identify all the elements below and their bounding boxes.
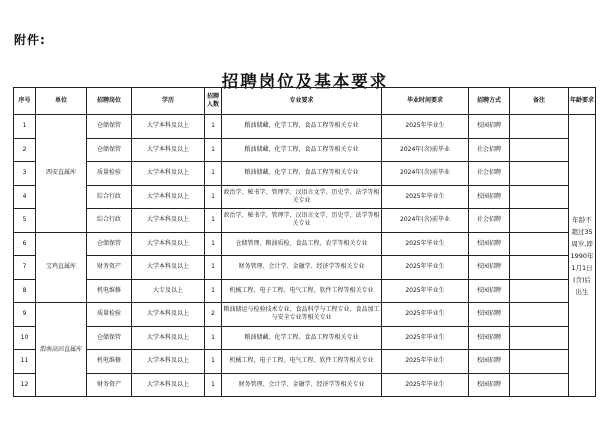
table-row (14, 373, 596, 397)
cell-no: 4 (14, 185, 36, 209)
table-row (14, 138, 596, 162)
cell-major: 财务管理、会计学、金融学、经济学等相关专业 (222, 256, 382, 280)
table-row (14, 162, 596, 186)
cell-method: 校园招聘 (469, 185, 510, 209)
cell-count: 1 (205, 138, 222, 162)
cell-education: 大学本科及以上 (132, 373, 205, 397)
cell-major: 机械工程、电子工程、电气工程、软件工程等相关专业 (222, 350, 382, 374)
cell-note (510, 232, 569, 256)
table-row (14, 115, 596, 139)
cell-position: 机电维修 (87, 279, 132, 303)
cell-count: 1 (205, 185, 222, 209)
header-major: 专业要求 (222, 88, 382, 115)
cell-position: 财务资产 (87, 256, 132, 280)
cell-major: 粮油储藏、化学工程、食品工程等相关专业 (222, 326, 382, 350)
cell-education: 大专及以上 (132, 279, 205, 303)
table-row (14, 209, 596, 233)
cell-method: 校园招聘 (469, 115, 510, 139)
table-row (14, 303, 596, 327)
cell-method: 校园招聘 (469, 373, 510, 397)
cell-note (510, 256, 569, 280)
cell-no: 5 (14, 209, 36, 233)
cell-count: 1 (205, 279, 222, 303)
cell-note (510, 115, 569, 139)
attachment-label: 附件: (14, 33, 46, 47)
cell-method: 社会招聘 (469, 162, 510, 186)
cell-education: 大学本科及以上 (132, 303, 205, 327)
cell-education: 大学本科及以上 (132, 350, 205, 374)
cell-major: 政治学、秘书学、管理学、汉语言文学、历史学、法学等相关专业 (222, 185, 382, 209)
document-title: 招聘岗位及基本要求 (221, 72, 389, 91)
cell-count: 1 (205, 115, 222, 139)
cell-method: 校园招聘 (469, 232, 510, 256)
header-position: 招聘岗位 (87, 88, 132, 115)
cell-graduation: 2025年毕业生 (382, 279, 469, 303)
table-row (14, 350, 596, 374)
header-method: 招聘方式 (469, 88, 510, 115)
cell-note (510, 279, 569, 303)
table-row (14, 279, 596, 303)
cell-count: 1 (205, 326, 222, 350)
cell-education: 大学本科及以上 (132, 209, 205, 233)
cell-graduation: 2025年毕业生 (382, 232, 469, 256)
cell-graduation: 2025年毕业生 (382, 115, 469, 139)
cell-education: 大学本科及以上 (132, 138, 205, 162)
cell-graduation: 2025年毕业生 (382, 373, 469, 397)
cell-no: 2 (14, 138, 36, 162)
cell-position: 质量检验 (87, 162, 132, 186)
cell-position: 仓储保管 (87, 232, 132, 256)
cell-unit-baoji: 宝鸡直属库 (36, 232, 87, 303)
cell-education: 大学本科及以上 (132, 232, 205, 256)
cell-method: 校园招聘 (469, 350, 510, 374)
header-age: 年龄要求 (569, 88, 596, 115)
table-row (14, 326, 596, 350)
cell-no: 6 (14, 232, 36, 256)
cell-note (510, 326, 569, 350)
cell-note (510, 350, 569, 374)
cell-education: 大学本科及以上 (132, 185, 205, 209)
cell-position: 仓储保管 (87, 138, 132, 162)
cell-note (510, 303, 569, 327)
cell-no: 12 (14, 373, 36, 397)
cell-unit-xian: 西安直属库 (36, 115, 87, 233)
cell-position: 综合行政 (87, 209, 132, 233)
cell-no: 7 (14, 256, 36, 280)
header-no: 序号 (14, 88, 36, 115)
cell-no: 9 (14, 303, 36, 327)
header-unit: 单位 (36, 88, 87, 115)
cell-position: 仓储保管 (87, 115, 132, 139)
cell-note (510, 162, 569, 186)
cell-major: 粮油储藏、化学工程、食品工程等相关专业 (222, 162, 382, 186)
cell-unit-weinan: 渭南高田直属库 (36, 303, 87, 397)
cell-graduation: 2024年(含)前毕业 (382, 209, 469, 233)
header-note: 备注 (510, 88, 569, 115)
cell-major: 粮油储运与检验技术专业、食品科学与工程专业、食品加工与安全专业等相关专业 (222, 303, 382, 327)
cell-major: 政治学、秘书学、管理学、汉语言文学、历史学、法学等相关专业 (222, 209, 382, 233)
cell-no: 11 (14, 350, 36, 374)
cell-graduation: 2025年毕业生 (382, 256, 469, 280)
cell-graduation: 2024年(含)前毕业 (382, 162, 469, 186)
header-education: 学历 (132, 88, 205, 115)
cell-method: 社会招聘 (469, 138, 510, 162)
cell-note (510, 373, 569, 397)
cell-graduation: 2025年毕业生 (382, 185, 469, 209)
table-row (14, 232, 596, 256)
cell-education: 大学本科及以上 (132, 162, 205, 186)
cell-count: 2 (205, 303, 222, 327)
cell-graduation: 2025年毕业生 (382, 326, 469, 350)
cell-count: 1 (205, 162, 222, 186)
table-row (14, 185, 596, 209)
cell-no: 8 (14, 279, 36, 303)
cell-position: 财务资产 (87, 373, 132, 397)
cell-major: 财务管理、会计学、金融学、经济学等相关专业 (222, 373, 382, 397)
cell-count: 1 (205, 209, 222, 233)
cell-note (510, 209, 569, 233)
header-row (14, 88, 596, 115)
recruitment-table (13, 87, 596, 397)
cell-method: 社会招聘 (469, 209, 510, 233)
cell-count: 1 (205, 256, 222, 280)
cell-major: 机械工程、电子工程、电气工程、软件工程等相关专业 (222, 279, 382, 303)
cell-method: 校园招聘 (469, 326, 510, 350)
cell-position: 质量检验 (87, 303, 132, 327)
cell-position: 仓储保管 (87, 326, 132, 350)
cell-position: 机电维修 (87, 350, 132, 374)
cell-method: 校园招聘 (469, 256, 510, 280)
cell-no: 1 (14, 115, 36, 139)
cell-note (510, 138, 569, 162)
cell-count: 1 (205, 373, 222, 397)
cell-age-requirement: 年龄不超过35周岁,即1990年1月1日(含)后出生 (569, 115, 596, 397)
table-row (14, 256, 596, 280)
header-graduation: 毕业时间要求 (382, 88, 469, 115)
cell-method: 校园招聘 (469, 303, 510, 327)
cell-no: 3 (14, 162, 36, 186)
cell-count: 1 (205, 350, 222, 374)
cell-position: 综合行政 (87, 185, 132, 209)
header-count: 招聘人数 (205, 88, 222, 115)
cell-count: 1 (205, 232, 222, 256)
cell-no: 10 (14, 326, 36, 350)
cell-graduation: 2025年毕业生 (382, 350, 469, 374)
cell-major: 粮油储藏、化学工程、食品工程等相关专业 (222, 138, 382, 162)
cell-education: 大学本科及以上 (132, 115, 205, 139)
cell-graduation: 2024年(含)前毕业 (382, 138, 469, 162)
cell-note (510, 185, 569, 209)
cell-education: 大学本科及以上 (132, 326, 205, 350)
cell-method: 校园招聘 (469, 279, 510, 303)
cell-education: 大学本科及以上 (132, 256, 205, 280)
cell-major: 仓储管理、粮油质检、食品工程、农学等相关专业 (222, 232, 382, 256)
cell-graduation: 2025年毕业生 (382, 303, 469, 327)
cell-major: 粮油储藏、化学工程、食品工程等相关专业 (222, 115, 382, 139)
